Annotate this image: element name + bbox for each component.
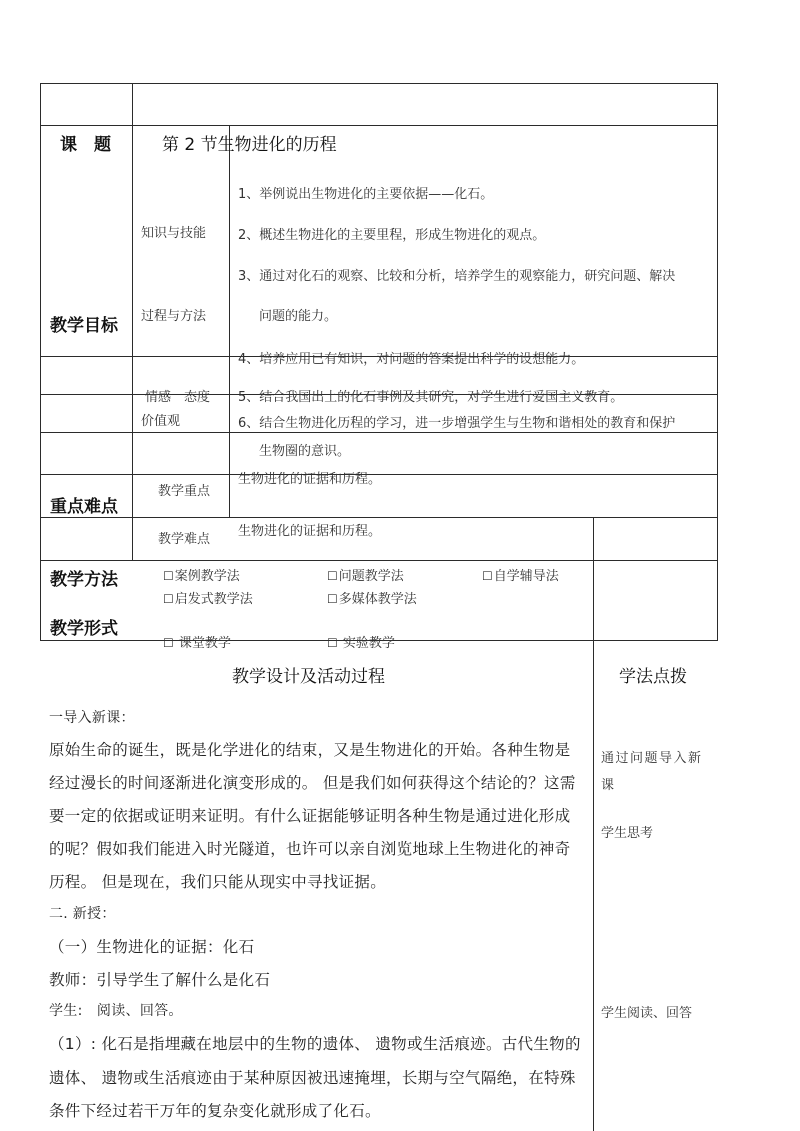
side-note: 课 (601, 778, 615, 793)
grid-line (132, 83, 133, 560)
key-label: 重点难点 (50, 497, 118, 517)
goals-sub-process: 过程与方法 (141, 309, 207, 324)
topic-value: 第 2 节生物进化的历程 (162, 135, 337, 155)
design-line: 教师：引导学生了解什么是化石 (49, 971, 271, 989)
grid-line (40, 83, 718, 84)
goal-item: 2、概述生物进化的主要里程，形成生物进化的观点。 (238, 228, 546, 243)
grid-line (40, 517, 718, 518)
design-line: 经过漫长的时间逐渐进化演变形成的。 但是我们如何获得这个结论的？这需 (49, 774, 576, 792)
method-option: ☐ 问题教学法 (327, 565, 404, 584)
design-line: （1）: 化石是指埋藏在地层中的生物的遗体、 遗物或生活痕迹。古代生物的 (49, 1035, 581, 1053)
method-option: ☐ 自学辅导法 (482, 565, 559, 584)
goal-item: 1、举例说出生物进化的主要依据——化石。 (238, 187, 494, 202)
design-title: 教学设计及活动过程 (232, 667, 385, 687)
design-line: 历程。 但是现在，我们只能从现实中寻找证据。 (49, 873, 387, 891)
side-note: 学生思考 (601, 826, 654, 841)
goal-item: 生物圈的意识。 (259, 444, 351, 459)
side-note: 通过问题导入新 (601, 751, 703, 766)
goal-item: 问题的能力。 (259, 309, 338, 324)
grid-line (40, 560, 718, 561)
goal-item: 3、通过对化石的观察、比较和分析，培养学生的观察能力，研究问题、解决 (238, 269, 676, 284)
goals-label: 教学目标 (50, 316, 118, 336)
goals-sub-knowledge: 知识与技能 (141, 226, 207, 241)
method-option: ☐ 案例教学法 (163, 565, 240, 584)
design-line: 条件下经过若干万年的复杂变化就形成了化石。 (49, 1102, 381, 1120)
grid-line (593, 517, 594, 1131)
grid-line (40, 83, 41, 640)
method-option: ☐ 多媒体教学法 (327, 588, 417, 607)
design-side-title: 学法点拨 (619, 667, 687, 687)
design-line: 二. 新授： (49, 906, 116, 922)
goals-sub-emotion: 情感 态度 (145, 390, 211, 405)
grid-line (40, 432, 718, 433)
grid-line (717, 83, 718, 640)
focus-label: 教学重点 (158, 484, 211, 499)
goal-item: 5、结合我国出土的化石事例及其研究，对学生进行爱国主义教育。 (238, 390, 624, 405)
difficulty-value: 生物进化的证据和历程。 (238, 524, 382, 539)
difficulty-label: 教学难点 (158, 532, 211, 547)
side-note: 学生阅读、回答 (601, 1006, 693, 1021)
design-line: 的呢？假如我们能进入时光隧道，也许可以亲自浏览地球上生物进化的神奇 (49, 840, 571, 858)
design-line: 要一定的依据或证明来证明。有什么证据能够证明各种生物是通过进化形成 (49, 807, 571, 825)
design-line: 学生: 阅读、回答。 (49, 1003, 183, 1019)
design-line: 遗体、 遗物或生活痕迹由于某种原因被迅速掩埋，长期与空气隔绝，在特殊 (49, 1069, 576, 1087)
goal-item: 4、培养应用已有知识，对问题的答案提出科学的设想能力。 (238, 352, 585, 367)
form-option: ☐ 实验教学 (327, 632, 395, 640)
method-option: ☐ 启发式教学法 (163, 588, 253, 607)
focus-value: 生物进化的证据和历程。 (238, 472, 382, 487)
topic-label: 课 题 (60, 135, 111, 155)
goals-sub-values: 价值观 (141, 414, 181, 429)
form-label: 教学形式 (50, 619, 118, 639)
grid-line (229, 125, 230, 517)
design-line: （一）生物进化的证据：化石 (49, 938, 255, 956)
goal-item: 6、结合生物进化历程的学习，进一步增强学生与生物和谐相处的教育和保护 (238, 416, 676, 431)
method-label: 教学方法 (50, 570, 118, 590)
design-line: 一导入新课： (49, 710, 135, 726)
design-line: 原始生命的诞生，既是化学进化的结束，又是生物进化的开始。各种生物是 (49, 741, 571, 759)
form-option: ☐ 课堂教学 (163, 632, 231, 640)
grid-line (40, 125, 718, 126)
